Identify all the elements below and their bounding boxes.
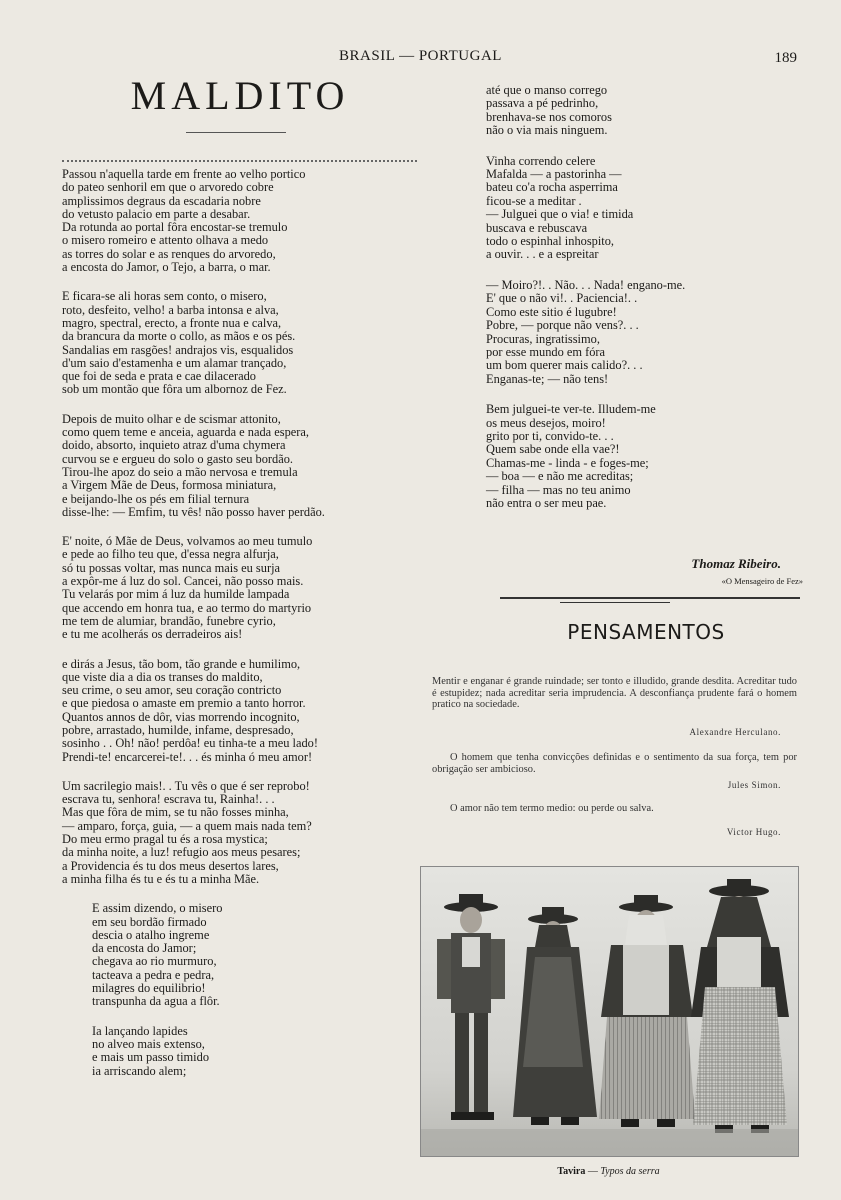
section-title-pensamentos: PENSAMENTOS xyxy=(567,620,725,644)
poem-line: no alveo mais extenso, xyxy=(92,1036,205,1051)
caption-dash: — xyxy=(585,1166,601,1177)
poem-line: seu crime, o seu amor, seu coração contricto xyxy=(62,683,282,698)
poem-line: magro, spectral, erecto, a fronte nua e calva, xyxy=(62,315,282,330)
poem-line: Vinha correndo celere xyxy=(486,153,596,168)
poem-source: «O Mensageiro de Fez» xyxy=(721,576,803,586)
poem-line: — Julguei que o via! e timida xyxy=(486,207,634,222)
running-header: BRASIL — PORTUGAL xyxy=(339,48,502,64)
poem-line: o misero romeiro e attento olhava a medo xyxy=(62,233,269,248)
poem-line: Quantos annos de dôr, vias morrendo incognito, xyxy=(62,709,300,724)
poem-title: MALDITO xyxy=(130,73,350,118)
caption-place: Tavira xyxy=(557,1166,586,1177)
photo-caption xyxy=(420,1166,797,1177)
poem-stanza xyxy=(62,658,422,764)
poem-stanza xyxy=(62,290,422,396)
poem-line: Sandalias em rasgões! andrajos vis, esqualidos xyxy=(62,342,294,357)
poem-line: Procuras, ingratissimo, xyxy=(486,331,600,346)
poem-line: Um sacrilegio mais!. . Tu vês o que é ser reprobo! xyxy=(62,778,310,793)
poem-line: transpunha da agua a flôr. xyxy=(92,994,220,1009)
poem-line: da minha noite, a luz! refugio aos meus pesares; xyxy=(62,845,301,860)
poem-line: Quem sabe onde ella vae?! xyxy=(486,442,620,457)
poem-line: a Providencia és tu dos meus desertos lares, xyxy=(62,858,279,873)
poem-line: que viste dia a dia os transes do maldito, xyxy=(62,669,263,684)
poem-line: passava a pé pedrinho, xyxy=(486,96,599,111)
poem-line: não o via mais ninguem. xyxy=(486,123,608,138)
poem-line: e beijando-lhe os pés em filial ternura xyxy=(62,491,250,506)
poem-line: Mas que fôra de mim, se tu não fosses minha, xyxy=(62,805,289,820)
poem-line: Pobre, — porque não vens?. . . xyxy=(486,318,639,333)
poem-line: a expôr-me á luz do sol. Cancei, não posso mais. xyxy=(62,574,304,589)
photograph-image xyxy=(421,867,798,1156)
poem-line: d'um saio d'estamenha e um alamar trançado, xyxy=(62,355,287,370)
poem-line: E ficara-se ali horas sem conto, o misero, xyxy=(62,289,267,304)
poem-line: — filha — mas no teu animo xyxy=(486,482,631,497)
poem-line: disse-lhe: — Emfim, tu vês! não posso haver perdão. xyxy=(62,504,325,519)
poem-stanza xyxy=(62,780,422,886)
poem-line: escrava tu, senhora! escrava tu, Rainha!. . . xyxy=(62,792,275,807)
poem-line: do vetusto palacio em parte a desabar. xyxy=(62,206,251,221)
poem-signature: Thomaz Ribeiro. xyxy=(691,556,781,571)
poem-line: tacteava a pedra e pedra, xyxy=(92,967,215,982)
caption-description: Typos da serra xyxy=(600,1166,660,1177)
poem-line: pobre, arrastado, humilde, infame, despresado, xyxy=(62,722,294,737)
poem-line: Prendi-te! encarcerei-te!. . . és minha ó meu amor! xyxy=(62,749,313,764)
poem-line: Como este sitio é lugubre! xyxy=(486,304,617,319)
page-number: 189 xyxy=(774,50,797,66)
poem-line: E assim dizendo, o misero xyxy=(92,901,223,916)
section-divider-short xyxy=(560,602,670,603)
poem-line: sob um montão que fôra um albornoz de Fez. xyxy=(62,382,287,397)
quote-text: O amor não tem termo medio: ou perde ou salva. xyxy=(450,803,654,814)
poem-line: descia o atalho ingreme xyxy=(92,927,210,942)
quote-text: Mentir e enganar é grande ruindade; ser tonto e illudido, grande desdita. Acreditar tudo é estupidez; nada acreditar seria imprudencia. A desconfiança prudente fará o homem pratico na sociedade. xyxy=(432,676,797,710)
section-divider xyxy=(500,597,800,599)
poem-line: chegava ao rio murmuro, xyxy=(92,954,217,969)
poem-line: em seu bordão firmado xyxy=(92,914,207,929)
poem-left-column xyxy=(62,168,422,1094)
poem-line: grito por ti, convido-te. . . xyxy=(486,428,614,443)
poem-line: os meus desejos, moiro! xyxy=(486,415,606,430)
poem-line: até que o manso corrego xyxy=(486,83,608,97)
poem-line: Passou n'aquella tarde em frente ao velho portico xyxy=(62,167,306,181)
poem-line: a minha filha és tu e és tu a minha Mãe. xyxy=(62,871,260,886)
poem-line: por esse mundo em fóra xyxy=(486,344,606,359)
poem-line: — boa — e não me acreditas; xyxy=(486,469,634,484)
poem-line: E' noite, ó Mãe de Deus, volvamos ao meu tumulo xyxy=(62,534,313,549)
poem-line: Da rotunda ao portal fôra encostar-se tremulo xyxy=(62,220,288,235)
poem-line: Mafalda — a pastorinha — xyxy=(486,167,622,182)
poem-stanza xyxy=(62,413,422,519)
poem-line: — Moiro?!. . Não. . . Nada! engano-me. xyxy=(486,277,686,292)
poem-line: e dirás a Jesus, tão bom, tão grande e humilimo, xyxy=(62,656,301,671)
quote-author: Alexandre Herculano. xyxy=(689,727,781,737)
poem-line: Depois de muito olhar e de scismar attonito, xyxy=(62,411,281,426)
poem-line: Bem julguei-te ver-te. Illudem-me xyxy=(486,402,656,417)
poem-line: como quem teme e anceia, aguarda e nada espera, xyxy=(62,425,309,440)
poem-line: as torres do solar e as renques do arvoredo, xyxy=(62,246,276,261)
title-divider xyxy=(186,132,286,133)
poem-line: não entra o ser meu pae. xyxy=(486,495,607,510)
poem-right-column xyxy=(486,84,806,527)
poem-line: da encosta do Jamor; xyxy=(92,941,197,956)
poem-line: a ouvir. . . e a espreitar xyxy=(486,247,599,262)
photograph xyxy=(420,866,799,1157)
poem-line: ficou-se a meditar . xyxy=(486,193,582,208)
poem-stanza xyxy=(62,1025,422,1078)
poem-line: só tu possas voltar, mas nunca mais eu surja xyxy=(62,560,281,575)
poem-line: brenhava-se nos comoros xyxy=(486,109,612,124)
poem-line: Enganas-te; — não tens! xyxy=(486,371,609,386)
poem-line: milagres do equilibrio! xyxy=(92,981,206,996)
poem-line: Tirou-lhe apoz do seio a mão nervosa e tremula xyxy=(62,464,298,479)
poem-line: e que piedosa o amaste em premio a tanto horror. xyxy=(62,696,306,711)
poem-line: Do meu ermo pragal tu és a rosa mystica; xyxy=(62,832,268,847)
poem-line: bateu co'a rocha asperrima xyxy=(486,180,618,195)
poem-stanza xyxy=(62,902,422,1008)
poem-line: um bom querer mais calido?. . . xyxy=(486,358,643,373)
poem-line: e pede ao filho teu que, d'essa negra alfurja, xyxy=(62,547,279,562)
poem-line: todo o espinhal inhospito, xyxy=(486,234,615,249)
poem-stanza xyxy=(486,403,806,510)
poem-stanza xyxy=(486,155,806,262)
quote-author: Jules Simon. xyxy=(727,780,781,790)
poem-line: Ia lançando lapides xyxy=(92,1023,188,1038)
poem-stanza xyxy=(486,84,806,138)
poem-line: roto, desfeito, velho! a barba intonsa e alva, xyxy=(62,302,279,317)
poem-line: ia arriscando alem; xyxy=(92,1063,187,1078)
poem-line: doido, absorto, inquieto atraz d'uma chymera xyxy=(62,438,286,453)
poem-line: e mais um passo timido xyxy=(92,1050,210,1065)
poem-line: me tem de alumiar, brandão, funebre cyrio, xyxy=(62,613,276,628)
poem-line: curvou se e ergueu do solo o gasto seu bordão. xyxy=(62,451,294,466)
poem-stanza xyxy=(62,535,422,641)
poem-line: buscava e rebuscava xyxy=(486,220,588,235)
poem-line: Chamas-me - linda - e foges-me; xyxy=(486,455,649,470)
poem-line: a encosta do Jamor, o Tejo, a barra, o mar. xyxy=(62,260,271,275)
poem-line: da brancura da morte o collo, as mãos e os pés. xyxy=(62,329,296,344)
poem-stanza xyxy=(62,168,422,274)
poem-line: E' que o não vi!. . Paciencia!. . xyxy=(486,291,638,306)
poem-line: que foi de seda e prata e cae dilacerado xyxy=(62,369,257,384)
quote-author: Victor Hugo. xyxy=(726,827,781,837)
poem-line: Tu velarás por mim á luz da humilde lampada xyxy=(62,587,290,602)
poem-line: sosinho . . Oh! não! perdôa! eu tinha-te a meu lado! xyxy=(62,736,318,751)
quote-text: O homem que tenha convicções definidas e o sentimento da sua força, tem por obrigação ser ambicioso. xyxy=(432,752,797,775)
poem-line: — amparo, força, guia, — a quem mais nada tem? xyxy=(62,818,312,833)
poem-line: que accendo em honra tua, e ao termo do martyrio xyxy=(62,600,312,615)
poem-line: a Virgem Mãe de Deus, formosa miniatura, xyxy=(62,478,277,493)
poem-stanza xyxy=(486,279,806,386)
poem-line: e tu me acolherás os derradeiros ais! xyxy=(62,627,243,642)
dotted-divider xyxy=(62,160,417,162)
poem-line: amplissimos degraus da escadaria nobre xyxy=(62,193,261,208)
poem-line: do pateo senhoril em que o arvoredo cobre xyxy=(62,180,274,195)
